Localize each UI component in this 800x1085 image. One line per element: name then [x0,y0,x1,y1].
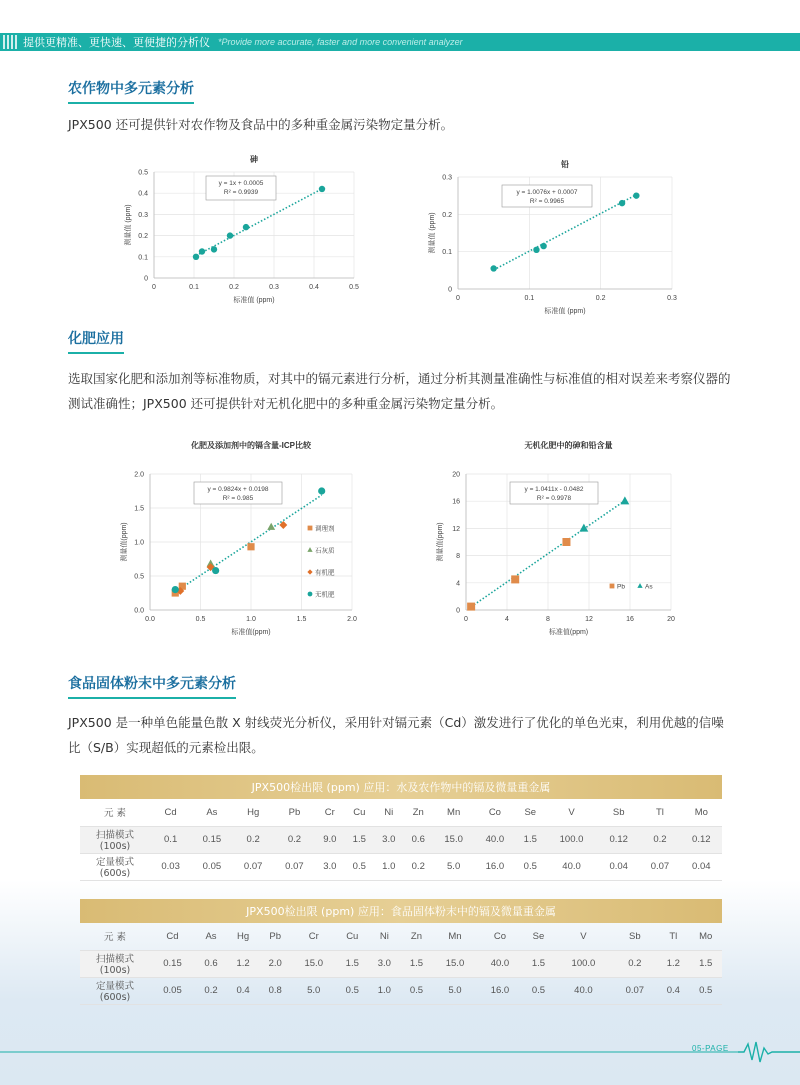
chart-title: 化肥及添加剂中的镉含量-ICP比较 [191,441,311,450]
element-header: Cr [291,923,336,950]
table-cell: 0.15 [191,826,232,853]
x-axis-label: 标准值 (ppm) [544,308,586,315]
element-header: Co [477,923,522,950]
y-tick-label: 0 [448,286,452,294]
data-point [243,224,249,230]
y-tick-label: 0 [144,275,148,283]
table-cell: 40.0 [474,826,515,853]
element-header: Hg [233,799,274,826]
row-label: 定量模式 (600s) [80,853,150,880]
y-axis-label: 测量值 (ppm) [125,204,132,246]
data-point [227,232,233,238]
x-tick-label: 0 [152,284,156,291]
element-header: As [195,923,227,950]
data-point [467,603,475,611]
page-number: 05-PAGE [692,1044,729,1053]
row-label: 扫描模式 (100s) [80,950,150,977]
y-tick-label: 0.5 [134,573,144,581]
x-tick-label: 8 [546,616,550,623]
table-cell: 0.03 [150,853,191,880]
y-tick-label: 0.1 [138,254,148,262]
data-point [533,247,539,253]
legend-label: 调理剂 [315,525,335,533]
element-header: Cu [336,923,368,950]
detection-limit-table-water-crops [80,775,722,881]
data-point [318,487,325,494]
element-header: V [555,923,613,950]
table-cell: 0.12 [598,826,639,853]
table-cell: 0.2 [195,977,227,1004]
table-cell: 1.5 [400,950,432,977]
chart-fertilizer-as-pb [428,436,688,641]
y-tick-label: 0.4 [138,190,148,198]
table-cell: 0.5 [516,853,545,880]
section-title-fertilizer: 化肥应用 [68,328,124,354]
x-tick-label: 0.4 [309,284,319,291]
data-point [212,567,219,574]
y-tick-label: 1.0 [134,539,144,547]
table-cell: 9.0 [315,826,344,853]
table-caption: JPX500检出限 (ppm) 应用：食品固体粉末中的镉及微量重金属 [80,899,722,923]
table-cell: 40.0 [555,977,613,1004]
detection-limit-table-food-powder [80,899,722,1005]
y-tick-label: 0.5 [138,169,148,177]
element-header: Mn [433,923,478,950]
table-cell: 0.2 [404,853,433,880]
element-header: Sb [598,799,639,826]
table-cell: 1.5 [516,826,545,853]
element-header: As [191,799,232,826]
x-tick-label: 16 [626,616,634,623]
header-bar [0,33,800,51]
x-tick-label: 1.5 [296,616,307,623]
x-tick-label: 0.2 [229,284,239,291]
legend-marker [637,583,642,588]
table-cell: 0.07 [639,853,680,880]
table-cell: 5.0 [433,853,474,880]
table-cell: 1.5 [689,950,722,977]
table-cell: 0.07 [612,977,657,1004]
x-axis-label: 标准值 (ppm) [233,297,275,304]
table-cell: 16.0 [477,977,522,1004]
y-tick-label: 2.0 [134,471,144,479]
table-cell: 5.0 [291,977,336,1004]
table-cell: 15.0 [433,950,478,977]
data-point [511,575,519,583]
y-axis-label: 测量值(ppm) [121,522,128,562]
x-tick-label: 0.5 [195,616,206,623]
x-tick-label: 0.2 [595,295,606,302]
section-text-crops: JPX500 还可提供针对农作物及食品中的多种重金属污染物定量分析。 [68,117,454,132]
table-cell: 40.0 [477,950,522,977]
table-cell: 2.0 [259,950,291,977]
element-header: Mn [433,799,474,826]
element-header: Ni [368,923,400,950]
element-header: Cd [150,923,195,950]
trendline-equation: y = 0.9824x + 0.0198 [207,486,269,493]
legend-label: Pb [617,583,625,591]
section-title-food: 食品固体粉末中多元素分析 [68,673,236,699]
y-tick-label: 4 [456,580,460,588]
chart-svg [118,150,378,310]
table-cell: 0.8 [259,977,291,1004]
section-text-food: JPX500 是一种单色能量色散 X 射线荧光分析仪，采用针对镉元素（Cd）激发进行了优化的单色光束，利用优越的信噪比（S/B）实现超低的元素检出限。 [68,715,724,755]
x-axis-label: 标准值(ppm) [231,629,271,636]
table-caption: JPX500检出限 (ppm) 应用：水及农作物中的镉及微量重金属 [80,775,722,799]
x-tick-label: 0 [456,295,460,302]
element-header: Cd [150,799,191,826]
y-axis-label: 测量值 (ppm) [429,212,436,254]
table-cell: 5.0 [433,977,478,1004]
table-cell: 0.5 [400,977,432,1004]
trendline-equation: y = 1.0076x + 0.0007 [516,189,578,196]
element-header: Cu [345,799,374,826]
data-point [633,192,639,198]
trendline-r2: R² = 0.9978 [536,495,572,502]
table-cell: 0.2 [274,826,315,853]
x-tick-label: 0.5 [349,284,359,291]
y-tick-label: 0.0 [134,607,144,615]
element-header: Se [516,799,545,826]
element-header: Se [522,923,554,950]
element-header: Co [474,799,515,826]
row-label: 扫描模式 (100s) [80,826,150,853]
chart-arsenic [118,150,378,310]
y-tick-label: 8 [456,553,460,561]
y-axis-label: 测量值(ppm) [437,522,444,562]
data-point [620,496,629,504]
x-tick-label: 0 [464,616,468,623]
data-point [193,254,199,260]
table-header-row [80,799,722,826]
y-tick-label: 12 [452,525,460,533]
trendline-r2: R² = 0.9939 [223,189,259,196]
table-cell: 0.4 [657,977,689,1004]
legend-label: As [645,583,653,591]
table-cell: 1.5 [522,950,554,977]
element-header: Zn [404,799,433,826]
table-cell: 0.2 [639,826,680,853]
data-point [619,200,625,206]
element-header: Zn [400,923,432,950]
table-row [80,853,722,880]
chart-title: 铅 [561,160,569,169]
table-cell: 3.0 [315,853,344,880]
legend-label: 石灰质 [315,547,335,555]
element-header: Ni [374,799,403,826]
table-cell: 15.0 [433,826,474,853]
table-cell: 1.2 [657,950,689,977]
data-point [562,538,570,546]
element-header: Mo [681,799,722,826]
row-label: 元 素 [80,923,150,950]
data-point [540,243,546,249]
element-header: Tl [639,799,680,826]
row-label: 定量模式 (600s) [80,977,150,1004]
table-cell: 0.5 [345,853,374,880]
legend-marker [308,592,313,597]
element-header: Pb [259,923,291,950]
section-title-crops: 农作物中多元素分析 [68,78,194,104]
table-cell: 100.0 [545,826,598,853]
chart-svg [110,436,370,641]
x-tick-label: 12 [585,616,593,623]
y-tick-label: 0 [456,607,460,615]
y-tick-label: 0.3 [138,211,148,219]
element-header: Sb [612,923,657,950]
legend-marker [308,526,313,531]
chart-svg [428,155,698,315]
row-label: 元 素 [80,799,150,826]
header-stripes-decoration [3,35,17,49]
table-cell: 0.2 [612,950,657,977]
x-tick-label: 0.0 [145,616,155,623]
table-cell: 3.0 [374,826,403,853]
element-header: Hg [227,923,259,950]
x-tick-label: 0.1 [189,284,199,291]
table-cell: 100.0 [555,950,613,977]
x-tick-label: 0.1 [524,295,535,302]
table-cell: 1.5 [336,950,368,977]
table-cell: 1.0 [368,977,400,1004]
table-row [80,950,722,977]
table-cell: 0.5 [336,977,368,1004]
table-cell: 0.04 [681,853,722,880]
table-cell: 0.05 [150,977,195,1004]
table-cell: 0.5 [522,977,554,1004]
section-text-fertilizer: 选取国家化肥和添加剂等标准物质，对其中的镉元素进行分析，通过分析其测量准确性与标准值的相对误差来考察仪器的测试准确性；JPX500 还可提供针对无机化肥中的多种重金属污染物定量分析。 [68,371,731,411]
table-cell: 0.05 [191,853,232,880]
chart-svg [428,436,688,641]
trendline-r2: R² = 0.985 [222,495,254,502]
table-cell: 15.0 [291,950,336,977]
y-tick-label: 0.2 [138,233,148,241]
y-tick-label: 20 [452,471,460,479]
x-axis-label: 标准值(ppm) [548,629,589,636]
data-point [199,248,205,254]
x-tick-label: 20 [667,616,675,623]
x-tick-label: 0.3 [269,284,279,291]
element-header: Mo [689,923,722,950]
legend-marker [610,584,615,589]
chart-title: 砷 [250,155,258,164]
trendline-r2: R² = 0.9965 [529,198,565,205]
y-tick-label: 0.3 [442,174,452,182]
table-cell: 1.2 [227,950,259,977]
trendline-equation: y = 1x + 0.0005 [218,180,264,187]
chart-fertilizer-cd [110,436,370,641]
table-cell: 0.07 [274,853,315,880]
element-header: Cr [315,799,344,826]
table-row [80,977,722,1004]
table-cell: 40.0 [545,853,598,880]
table-cell: 16.0 [474,853,515,880]
table-cell: 0.1 [150,826,191,853]
table-header-row [80,923,722,950]
table-cell: 0.5 [689,977,722,1004]
data-point [247,543,254,550]
table-row [80,826,722,853]
table-cell: 0.07 [233,853,274,880]
data-point [211,246,217,252]
data-point [267,523,275,530]
element-header: Pb [274,799,315,826]
y-tick-label: 0.2 [442,211,452,219]
header-title-cn: 提供更精准、更快速、更便捷的分析仪 [23,36,210,49]
table-cell: 3.0 [368,950,400,977]
x-tick-label: 4 [505,616,509,623]
element-header: V [545,799,598,826]
table-cell: 0.04 [598,853,639,880]
chart-title: 无机化肥中的砷和铅含量 [524,441,613,450]
y-tick-label: 1.5 [134,505,144,513]
x-tick-label: 1.0 [246,616,256,623]
y-tick-label: 0.1 [442,249,452,257]
table-cell: 1.5 [345,826,374,853]
table-cell: 0.12 [681,826,722,853]
table-cell: 0.15 [150,950,195,977]
y-tick-label: 16 [452,498,460,506]
table-cell: 0.6 [195,950,227,977]
legend-label: 有机肥 [315,569,335,577]
legend-marker [307,569,312,574]
trendline-equation: y = 1.0411x - 0.0482 [524,486,584,493]
element-header: Tl [657,923,689,950]
table-cell: 0.2 [233,826,274,853]
x-tick-label: 0.3 [667,295,677,302]
chart-lead [428,155,698,315]
table-cell: 0.4 [227,977,259,1004]
table-cell: 0.6 [404,826,433,853]
footer-line-decoration [0,1040,800,1070]
table-cell: 1.0 [374,853,403,880]
header-title-en: *Provide more accurate, faster and more convenient analyzer [218,37,463,47]
legend-marker [307,547,312,552]
data-point [319,186,325,192]
legend-label: 无机肥 [315,591,335,599]
data-point [172,586,179,593]
data-point [490,265,496,271]
x-tick-label: 2.0 [347,616,357,623]
